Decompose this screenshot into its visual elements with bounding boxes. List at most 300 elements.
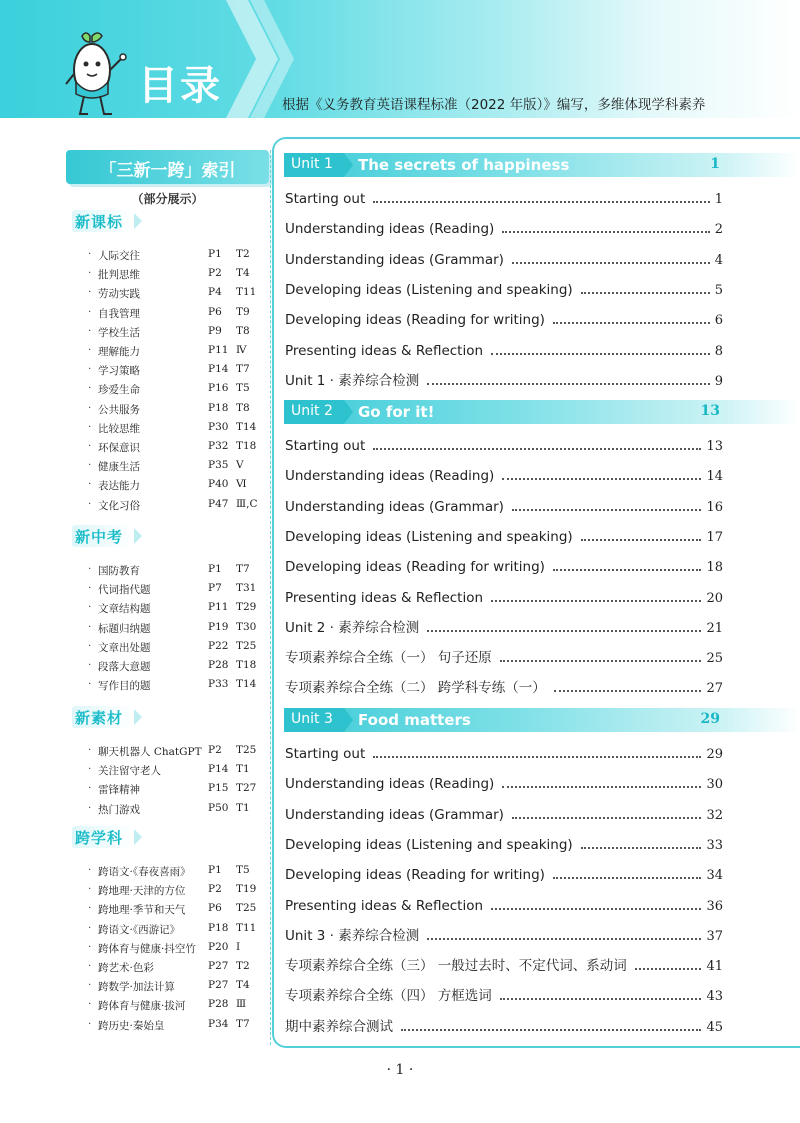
index-row-tag: T29 — [236, 601, 257, 614]
unit-header[interactable] — [284, 708, 800, 732]
toc-entry[interactable] — [285, 831, 723, 853]
toc-entry-page: 45 — [706, 1019, 723, 1035]
toc-entry-label: Understanding ideas (Reading) — [285, 776, 495, 793]
bullet-icon: · — [88, 382, 92, 395]
index-row-tag: T2 — [236, 248, 250, 260]
toc-entry[interactable] — [285, 952, 723, 974]
unit-arrow-icon — [344, 708, 353, 732]
index-row-name: 理解能力 — [98, 346, 140, 358]
index-row — [88, 438, 268, 457]
index-row-name: 雷锋精神 — [98, 784, 140, 797]
index-row — [88, 761, 268, 780]
toc-entry[interactable] — [285, 740, 723, 762]
index-row — [88, 958, 268, 977]
bullet-icon: · — [88, 782, 92, 795]
dot-leader — [427, 630, 701, 632]
unit-page: 13 — [700, 403, 720, 419]
toc-entry-label: Understanding ideas (Reading) — [285, 221, 495, 238]
index-row-page: P50 — [208, 801, 229, 814]
page-title: 目录 — [138, 63, 222, 109]
toc-entry[interactable] — [285, 1013, 723, 1035]
bullet-icon: · — [88, 744, 92, 756]
dot-leader — [635, 968, 702, 970]
toc-entry-label: 期中素养综合测试 — [285, 1018, 393, 1035]
index-row-name: 跨历史·秦始皇 — [98, 1019, 165, 1032]
index-row-page: P27 — [208, 979, 229, 992]
toc-entry[interactable] — [285, 462, 723, 484]
toc-entry-label: Presenting ideas & Reflection — [285, 897, 484, 914]
dot-leader — [491, 353, 710, 355]
index-row-tag: T4 — [236, 979, 250, 992]
index-row — [88, 496, 268, 515]
toc-entry[interactable] — [285, 553, 723, 575]
bullet-icon: · — [88, 248, 92, 260]
index-row — [88, 742, 268, 761]
index-row — [88, 457, 268, 476]
toc-entry-page: 13 — [706, 439, 723, 454]
unit-arrow-icon — [344, 400, 353, 424]
category-arrow-icon — [134, 709, 142, 725]
index-row-name: 跨语文·《春夜喜雨》 — [98, 866, 191, 878]
toc-entry-label: Understanding ideas (Grammar) — [285, 806, 504, 823]
toc-entry-page: 33 — [706, 837, 723, 853]
toc-entry-page: 9 — [714, 373, 723, 389]
index-row-page: P28 — [208, 998, 229, 1011]
toc-entry-label: Developing ideas (Reading for writing) — [285, 867, 545, 884]
index-row — [88, 380, 268, 399]
index-heading-bar — [66, 150, 269, 184]
index-row-tag: T31 — [236, 582, 257, 595]
toc-entry[interactable] — [285, 493, 723, 515]
index-row-page: P34 — [208, 1017, 229, 1030]
toc-entry-page: 41 — [706, 959, 723, 975]
toc-entry-label: 专项素养综合全练（一） 句子还原 — [285, 650, 492, 667]
toc-entry-label: Understanding ideas (Reading) — [285, 468, 495, 485]
index-heading: 「三新一跨」索引 — [99, 161, 236, 181]
index-row-tag: T14 — [236, 678, 257, 691]
index-row — [88, 1016, 268, 1035]
bullet-icon: · — [88, 921, 92, 934]
index-category-label: 新中考 — [75, 528, 124, 546]
index-row-name: 环保意识 — [98, 442, 140, 454]
toc-entry-label: Developing ideas (Listening and speaking) — [285, 528, 573, 545]
index-row — [88, 657, 268, 676]
toc-entry-label: Starting out — [285, 438, 366, 454]
index-row — [88, 862, 268, 881]
dot-leader — [554, 690, 702, 692]
index-row-page: P11 — [208, 344, 229, 356]
toc-entry-label: Developing ideas (Reading for writing) — [285, 559, 545, 576]
toc-entry[interactable] — [285, 770, 723, 792]
index-row-name: 跨体育与健康·抖空竹 — [98, 942, 196, 955]
index-row-name: 标题归纳题 — [98, 622, 151, 635]
index-row-tag: T7 — [236, 563, 250, 575]
index-row-tag: T25 — [236, 639, 257, 652]
toc-entry-label: Developing ideas (Listening and speaking) — [285, 836, 573, 853]
index-row-tag: T30 — [236, 620, 257, 633]
index-row-page: P15 — [208, 782, 229, 795]
bullet-icon: · — [88, 960, 92, 972]
index-row — [88, 265, 268, 284]
toc-entry-label: Presenting ideas & Reflection — [285, 589, 484, 606]
index-row-name: 热门游戏 — [98, 803, 140, 816]
index-row-page: P16 — [208, 382, 229, 395]
toc-entry-page: 32 — [706, 807, 723, 823]
index-row-name: 关注留守老人 — [98, 765, 161, 778]
bullet-icon: · — [88, 864, 92, 876]
toc-entry-page: 8 — [714, 343, 723, 359]
category-arrow-icon — [134, 213, 142, 229]
bullet-icon: · — [88, 324, 92, 337]
toc-entry[interactable] — [285, 246, 723, 268]
toc-entry-page: 14 — [706, 469, 723, 485]
bullet-icon: · — [88, 979, 92, 992]
toc-entry-label: Developing ideas (Listening and speaking) — [285, 281, 573, 298]
index-row — [88, 323, 268, 342]
divider — [270, 150, 271, 1045]
index-row — [88, 246, 268, 265]
index-row-name: 文化习俗 — [98, 499, 140, 512]
dot-leader — [512, 509, 702, 511]
unit-title: The secrets of happiness — [358, 156, 570, 174]
header — [0, 0, 800, 120]
index-row-name: 学习策略 — [98, 365, 140, 378]
dot-leader — [427, 938, 701, 940]
index-row — [88, 977, 268, 996]
index-row-page: P32 — [208, 440, 229, 452]
bullet-icon: · — [88, 459, 92, 472]
dot-leader — [502, 786, 701, 788]
toc-entry-label: 专项素养综合全练（二） 跨学科专练（一） — [285, 680, 546, 697]
index-row — [88, 561, 268, 580]
unit-page: 1 — [710, 156, 720, 172]
unit-page: 29 — [700, 711, 720, 727]
toc-entry-page: 2 — [714, 222, 723, 238]
toc-entry[interactable] — [285, 861, 723, 883]
index-row-page: P22 — [208, 639, 229, 652]
index-row-tag: T11 — [236, 286, 257, 299]
index-row-name: 代词指代题 — [98, 584, 151, 597]
toc-entry-page: 30 — [706, 777, 723, 793]
toc-entry-page: 27 — [706, 681, 723, 697]
toc-entry-page: 6 — [714, 313, 723, 329]
category-arrow-icon — [134, 528, 142, 544]
index-row-tag: T14 — [236, 420, 257, 433]
index-row-page: P6 — [208, 902, 222, 915]
index-row-tag: T4 — [236, 267, 250, 280]
index-row-tag: T5 — [236, 864, 250, 876]
bullet-icon: · — [88, 678, 92, 691]
toc-entry[interactable] — [285, 801, 723, 823]
index-row-page: P20 — [208, 940, 229, 953]
toc-entry-page: 43 — [706, 989, 723, 1005]
toc-entry-page: 37 — [706, 928, 723, 944]
index-category-label: 跨学科 — [75, 829, 124, 847]
index-row — [88, 400, 268, 419]
unit-header[interactable] — [284, 400, 800, 424]
index-row-page: P1 — [208, 563, 222, 575]
index-row-tag: Ⅲ,C — [236, 497, 258, 510]
toc-entry[interactable] — [285, 584, 723, 606]
category-arrow-icon — [134, 829, 142, 845]
unit-header[interactable] — [284, 153, 800, 177]
index-row-page: P9 — [208, 324, 222, 337]
index-row-name: 劳动实践 — [98, 288, 140, 301]
bullet-icon: · — [88, 401, 92, 414]
toc-entry[interactable] — [285, 674, 723, 696]
toc-entry-label: Unit 2 · 素养综合检测 — [285, 619, 420, 636]
bullet-icon: · — [88, 639, 92, 652]
bullet-icon: · — [88, 286, 92, 299]
index-row — [88, 800, 268, 819]
index-row-name: 跨地理·季节和天气 — [98, 904, 186, 917]
bullet-icon: · — [88, 582, 92, 595]
index-row — [88, 920, 268, 939]
index-row-name: 文章出处题 — [98, 641, 151, 654]
index-row-name: 跨数学·加法计算 — [98, 981, 175, 994]
bullet-icon: · — [88, 601, 92, 614]
unit-label: Unit 3 — [291, 711, 333, 727]
index-row-page: P14 — [208, 763, 229, 776]
toc-entry-page: 34 — [706, 868, 723, 884]
page-number: · 1 · — [386, 1062, 414, 1078]
toc-entry[interactable] — [285, 432, 723, 454]
toc-entry[interactable] — [285, 215, 723, 237]
toc-entry-page: 5 — [714, 282, 723, 298]
index-category-label: 新素材 — [75, 709, 124, 727]
index-row-name: 学校生活 — [98, 326, 140, 339]
index-row — [88, 619, 268, 638]
toc-entry-label: Starting out — [285, 746, 366, 762]
toc-entry[interactable] — [285, 367, 723, 389]
toc-entry[interactable] — [285, 523, 723, 545]
toc-entry-page: 18 — [706, 560, 723, 576]
index-row-tag: T2 — [236, 960, 250, 972]
index-subheading: （部分展示） — [131, 192, 204, 206]
dot-leader — [512, 262, 710, 264]
index-row-name: 聊天机器人 ChatGPT — [98, 746, 202, 758]
index-row-page: P35 — [208, 459, 229, 472]
unit-arrow-icon — [344, 153, 353, 177]
index-category-label: 新课标 — [75, 213, 124, 231]
dot-leader — [373, 201, 709, 203]
dot-leader — [553, 877, 701, 879]
index-row — [88, 342, 268, 361]
index-row — [88, 900, 268, 919]
index-row-page: P2 — [208, 883, 222, 896]
index-row-name: 跨体育与健康·拔河 — [98, 1000, 186, 1013]
toc-entry[interactable] — [285, 306, 723, 328]
unit-label-box — [284, 400, 344, 424]
index-row-page: P7 — [208, 582, 222, 595]
index-row-name: 人际交往 — [98, 250, 140, 262]
index-row-tag: T9 — [236, 305, 250, 318]
dot-leader — [491, 908, 701, 910]
index-row — [88, 638, 268, 657]
index-row — [88, 361, 268, 380]
unit-title: Food matters — [358, 711, 471, 729]
index-row-tag: Ⅳ — [236, 344, 247, 356]
toc-entry[interactable] — [285, 185, 723, 207]
mascot-icon — [60, 30, 132, 118]
toc-entry[interactable] — [285, 276, 723, 298]
toc-entry-label: Starting out — [285, 191, 366, 207]
dot-leader — [581, 847, 702, 849]
index-row — [88, 881, 268, 900]
toc-entry[interactable] — [285, 922, 723, 944]
toc-entry-page: 29 — [706, 747, 723, 762]
bullet-icon: · — [88, 659, 92, 671]
index-row-name: 自我管理 — [98, 307, 140, 320]
index-row-tag: T25 — [236, 744, 257, 756]
bullet-icon: · — [88, 344, 92, 356]
index-row — [88, 676, 268, 695]
bullet-icon: · — [88, 267, 92, 280]
page-subtitle: 根据《义务教育英语课程标准（2022 年版）》编写，多维体现学科素养 — [282, 97, 706, 113]
toc-entry-page: 20 — [706, 590, 723, 606]
dot-leader — [581, 292, 710, 294]
toc-entry-label: Unit 3 · 素养综合检测 — [285, 927, 420, 944]
index-row-tag: T5 — [236, 382, 250, 395]
index-row-page: P33 — [208, 678, 229, 691]
index-row-tag: T25 — [236, 902, 257, 915]
index-row-page: P2 — [208, 267, 222, 280]
index-row-tag: T7 — [236, 1017, 250, 1030]
index-row-tag: T7 — [236, 363, 250, 376]
toc-entry-page: 25 — [706, 651, 723, 667]
index-row — [88, 419, 268, 438]
bullet-icon: · — [88, 478, 92, 491]
index-row-page: P6 — [208, 305, 222, 318]
index-row-page: P18 — [208, 921, 229, 934]
dot-leader — [512, 817, 702, 819]
dot-leader — [491, 600, 701, 602]
index-row-name: 跨艺术·色彩 — [98, 962, 154, 974]
bullet-icon: · — [88, 883, 92, 896]
toc-entry[interactable] — [285, 982, 723, 1004]
index-row-tag: T1 — [236, 801, 250, 814]
index-row-name: 珍爱生命 — [98, 384, 140, 397]
dot-leader — [553, 322, 710, 324]
toc-entry-page: 4 — [714, 252, 723, 268]
bullet-icon: · — [88, 620, 92, 633]
dot-leader — [373, 448, 701, 450]
index-row-page: P18 — [208, 401, 229, 414]
dot-leader — [401, 1029, 701, 1031]
index-row-tag: T19 — [236, 883, 257, 896]
index-row — [88, 580, 268, 599]
index-row-page: P14 — [208, 363, 229, 376]
unit-title: Go for it! — [358, 403, 435, 421]
index-row — [88, 476, 268, 495]
bullet-icon: · — [88, 998, 92, 1011]
bullet-icon: · — [88, 801, 92, 814]
index-category — [72, 706, 134, 728]
index-row-page: P47 — [208, 497, 229, 510]
index-row-tag: T27 — [236, 782, 257, 795]
toc-entry-label: Presenting ideas & Reflection — [285, 342, 484, 359]
bullet-icon: · — [88, 420, 92, 433]
toc-entry-page: 36 — [706, 898, 723, 914]
toc-entry-label: Developing ideas (Reading for writing) — [285, 312, 545, 329]
index-row-tag: Ⅲ — [236, 998, 247, 1011]
index-row-tag: Ⅴ — [236, 459, 244, 472]
index-row-tag: T18 — [236, 440, 257, 452]
index-row-tag: T8 — [236, 401, 250, 414]
index-row — [88, 284, 268, 303]
toc-entry[interactable] — [285, 614, 723, 636]
index-row — [88, 304, 268, 323]
index-category — [72, 525, 134, 547]
index-row-name: 文章结构题 — [98, 603, 151, 616]
toc-entry-page: 21 — [706, 620, 723, 636]
dot-leader — [553, 569, 701, 571]
index-row-page: P28 — [208, 659, 229, 671]
dot-leader — [581, 539, 702, 541]
index-row-name: 表达能力 — [98, 480, 140, 493]
toc-entry-label: 专项素养综合全练（三） 一般过去时、不定代词、系动词 — [285, 958, 627, 975]
index-row-name: 写作目的题 — [98, 680, 151, 693]
index-row-tag: T11 — [236, 921, 257, 934]
index-row-page: P4 — [208, 286, 222, 299]
index-row-name: 批判思维 — [98, 269, 140, 282]
bullet-icon: · — [88, 563, 92, 575]
index-row-name: 健康生活 — [98, 461, 140, 474]
index-row-name: 段落大意题 — [98, 661, 151, 673]
index-category — [72, 826, 134, 848]
index-row-page: P30 — [208, 420, 229, 433]
index-row — [88, 599, 268, 618]
index-row-name: 公共服务 — [98, 403, 140, 416]
bullet-icon: · — [88, 763, 92, 776]
index-row-name: 跨语文·《西游记》 — [98, 923, 181, 936]
toc-entry-page: 1 — [714, 192, 723, 207]
index-row — [88, 996, 268, 1015]
index-row — [88, 780, 268, 799]
unit-label-box — [284, 153, 344, 177]
dot-leader — [500, 998, 702, 1000]
index-row-page: P40 — [208, 478, 229, 491]
unit-label: Unit 2 — [291, 403, 333, 419]
dot-leader — [373, 756, 701, 758]
toc-entry-label: Unit 1 · 素养综合检测 — [285, 372, 420, 389]
index-row-tag: T1 — [236, 763, 250, 776]
toc-entry[interactable] — [285, 337, 723, 359]
index-row-page: P1 — [208, 248, 222, 260]
bullet-icon: · — [88, 440, 92, 452]
dot-leader — [500, 660, 702, 662]
unit-label-box — [284, 708, 344, 732]
index-row — [88, 939, 268, 958]
toc-entry[interactable] — [285, 644, 723, 666]
toc-entry-label: 专项素养综合全练（四） 方框选词 — [285, 988, 492, 1005]
bullet-icon: · — [88, 363, 92, 376]
index-row-page: P19 — [208, 620, 229, 633]
toc-entry[interactable] — [285, 892, 723, 914]
unit-label: Unit 1 — [291, 156, 333, 172]
toc-entry-page: 16 — [706, 499, 723, 515]
index-category — [72, 210, 134, 232]
index-row-tag: T18 — [236, 659, 257, 671]
bullet-icon: · — [88, 1017, 92, 1030]
bullet-icon: · — [88, 305, 92, 318]
bullet-icon: · — [88, 940, 92, 953]
index-row-page: P2 — [208, 744, 222, 756]
index-row-tag: T8 — [236, 324, 250, 337]
index-row-tag: Ⅰ — [236, 940, 241, 953]
dot-leader — [502, 231, 709, 233]
index-row-name: 比较思维 — [98, 422, 140, 435]
